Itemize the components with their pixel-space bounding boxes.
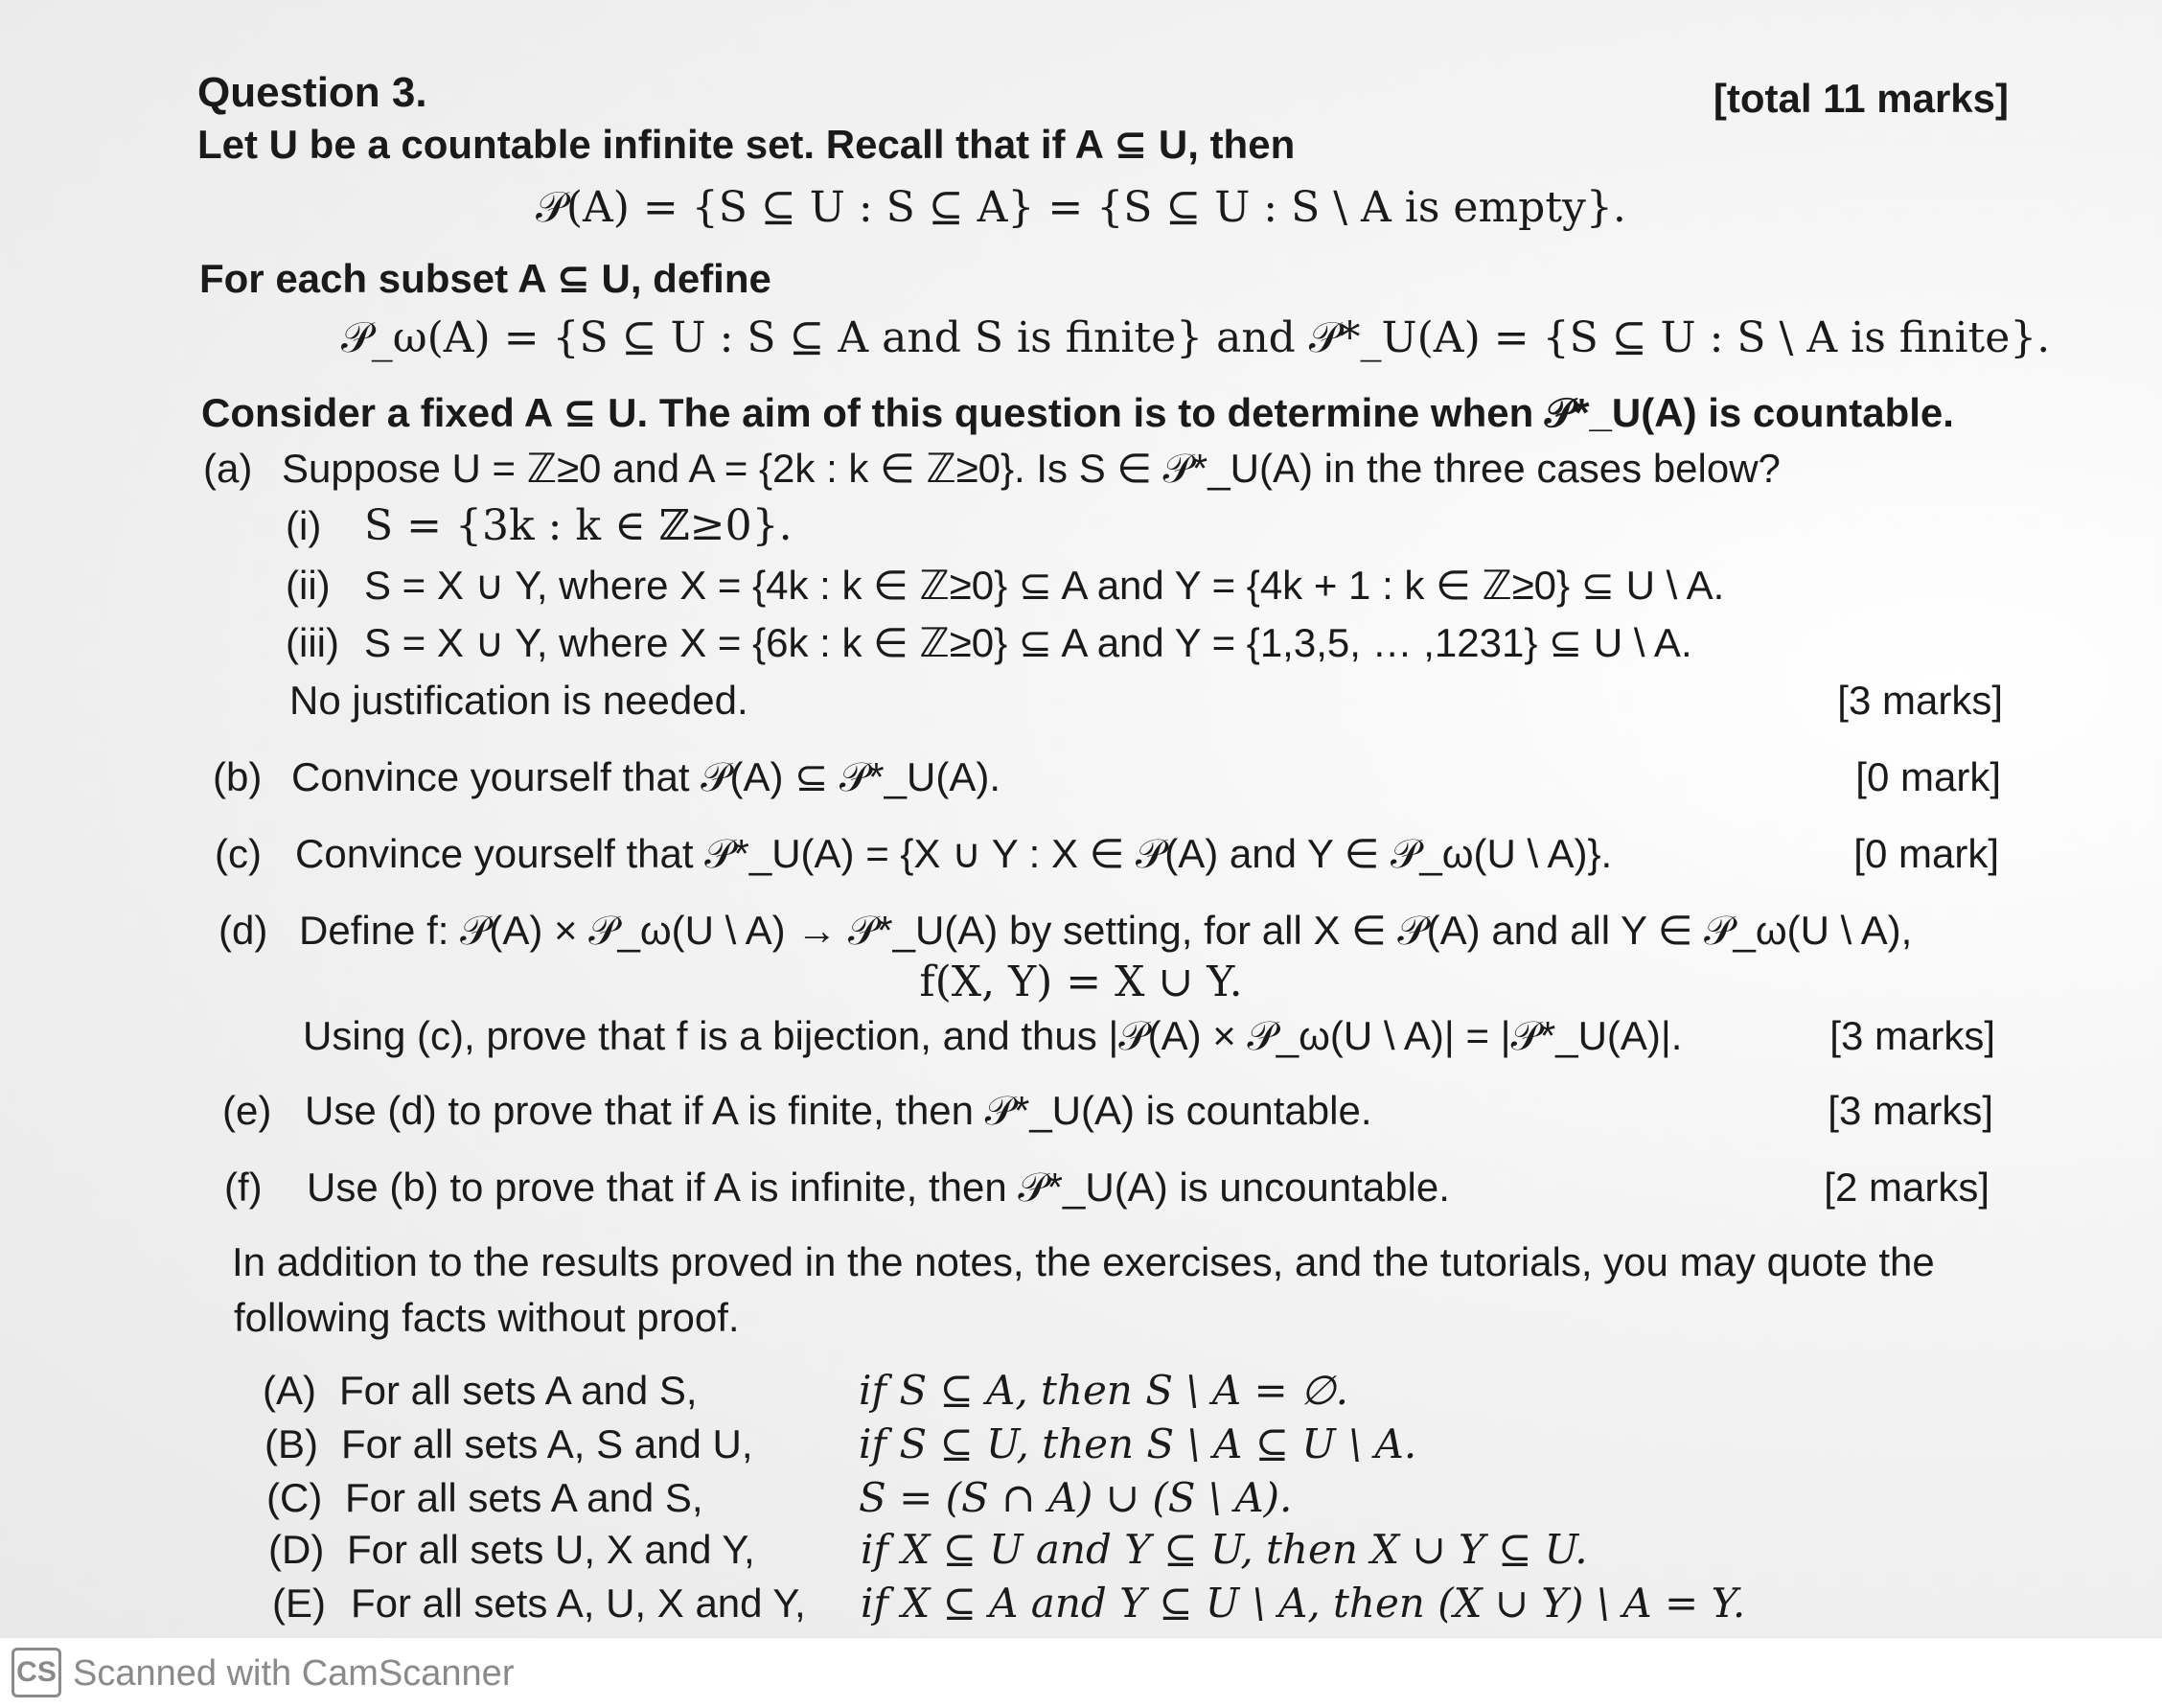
part-d-text: Define f: 𝒫(A) × 𝒫_ω(U \ A) → 𝒫*_U(A) by setting, for all X ∈ 𝒫(A) and all Y ∈ 𝒫_ω(U \ A), <box>299 908 1913 953</box>
camscanner-logo-icon: CS <box>12 1648 61 1697</box>
fact-c-label: (C) <box>266 1475 323 1520</box>
part-a-text: Suppose U = ℤ≥0 and A = {2k : k ∈ ℤ≥0}. Is S ∈ 𝒫*_U(A) in the three cases below? <box>282 446 1781 491</box>
part-b-label: (b) <box>213 754 263 799</box>
part-e-label: (e) <box>222 1088 272 1133</box>
fact-d-scope: For all sets U, X and Y, <box>347 1527 755 1572</box>
fact-b-scope: For all sets A, S and U, <box>341 1421 753 1466</box>
case-i-label: (i) <box>286 503 322 548</box>
fact-e-statement: if X ⊆ A and Y ⊆ U \ A, then (X ∪ Y) \ A = Y. <box>861 1580 1746 1627</box>
fact-e-scope: For all sets A, U, X and Y, <box>351 1581 806 1626</box>
fact-b-statement: if S ⊆ U, then S \ A ⊆ U \ A. <box>859 1420 1417 1467</box>
part-d-label: (d) <box>218 908 268 953</box>
case-ii-label: (ii) <box>286 563 331 608</box>
part-b-marks: [0 mark] <box>1855 754 2001 799</box>
powerset-definition: 𝒫(A) = {S ⊆ U : S ⊆ A} = {S ⊆ U : S \ A is empty}. <box>536 183 1626 232</box>
fact-b-label: (B) <box>264 1421 318 1466</box>
intro-line-2: For each subset A ⊆ U, define <box>199 256 771 301</box>
camscanner-footer <box>0 1637 2162 1708</box>
question-title: Question 3. <box>197 69 427 116</box>
part-a-note: No justification is needed. <box>289 678 748 723</box>
part-d-marks: [3 marks] <box>1829 1013 1995 1058</box>
fact-a-label: (A) <box>263 1368 316 1413</box>
fact-c-scope: For all sets A and S, <box>345 1475 703 1520</box>
intro-line-1: Let U be a countable infinite set. Recall that if A ⊆ U, then <box>197 122 1296 167</box>
fact-a-statement: if S ⊆ A, then S \ A = ∅. <box>859 1367 1348 1414</box>
case-i-text: S = {3k : k ∈ ℤ≥0}. <box>364 501 793 550</box>
facts-intro-line-2: following facts without proof. <box>234 1295 740 1340</box>
part-e-text: Use (d) to prove that if A is finite, then 𝒫*_U(A) is countable. <box>305 1088 1372 1133</box>
part-d-text-2: Using (c), prove that f is a bijection, and thus |𝒫(A) × 𝒫_ω(U \ A)| = |𝒫*_U(A)|. <box>303 1013 1683 1058</box>
part-b-text: Convince yourself that 𝒫(A) ⊆ 𝒫*_U(A). <box>291 754 1000 799</box>
part-a-label: (a) <box>203 446 253 491</box>
part-e-marks: [3 marks] <box>1828 1088 1993 1133</box>
case-iii-label: (iii) <box>286 620 339 665</box>
fact-d-statement: if X ⊆ U and Y ⊆ U, then X ∪ Y ⊆ U. <box>861 1526 1588 1573</box>
part-a-marks: [3 marks] <box>1837 678 2003 723</box>
part-f-label: (f) <box>224 1165 263 1210</box>
case-ii-text: S = X ∪ Y, where X = {4k : k ∈ ℤ≥0} ⊆ A and Y = {4k + 1 : k ∈ ℤ≥0} ⊆ U \ A. <box>364 563 1725 608</box>
set-definitions: 𝒫_ω(A) = {S ⊆ U : S ⊆ A and S is finite} and 𝒫*_U(A) = {S ⊆ U : S \ A is finite}. <box>341 313 2051 362</box>
fact-d-label: (D) <box>268 1527 325 1572</box>
part-f-text: Use (b) to prove that if A is infinite, then 𝒫*_U(A) is uncountable. <box>307 1165 1450 1210</box>
part-f-marks: [2 marks] <box>1824 1165 1990 1210</box>
part-d-formula: f(X, Y) = X ∪ Y. <box>919 958 1243 1006</box>
part-c-label: (c) <box>215 831 262 876</box>
part-c-marks: [0 mark] <box>1853 831 1999 876</box>
camscanner-watermark-text: Scanned with CamScanner <box>73 1653 515 1694</box>
case-iii-text: S = X ∪ Y, where X = {6k : k ∈ ℤ≥0} ⊆ A and Y = {1,3,5, … ,1231} ⊆ U \ A. <box>364 620 1692 665</box>
part-c-text: Convince yourself that 𝒫*_U(A) = {X ∪ Y : X ∈ 𝒫(A) and Y ∈ 𝒫_ω(U \ A)}. <box>295 831 1613 876</box>
intro-line-3: Consider a fixed A ⊆ U. The aim of this question is to determine when 𝒫*_U(A) is countable. <box>201 390 1954 435</box>
fact-e-label: (E) <box>272 1581 326 1626</box>
facts-intro-line-1: In addition to the results proved in the notes, the exercises, and the tutorials, you may quote the <box>232 1239 1935 1284</box>
total-marks: [total 11 marks] <box>1713 76 2009 121</box>
fact-a-scope: For all sets A and S, <box>339 1368 698 1413</box>
fact-c-statement: S = (S ∩ A) ∪ (S \ A). <box>859 1474 1293 1521</box>
